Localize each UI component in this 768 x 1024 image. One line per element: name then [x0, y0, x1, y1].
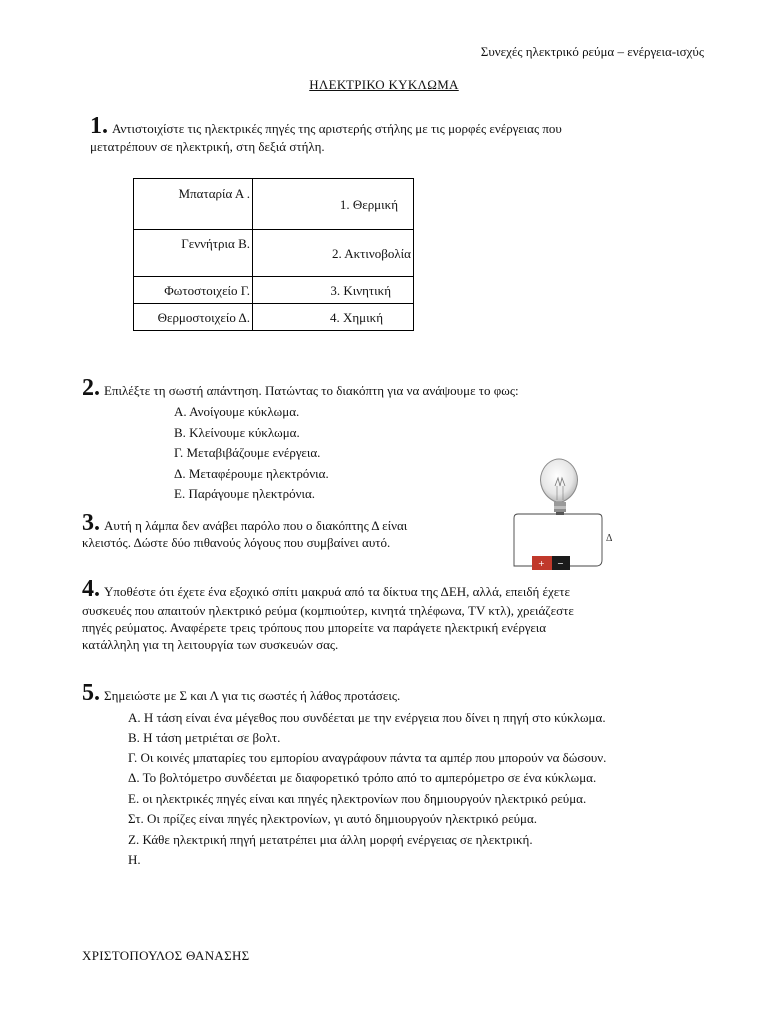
author-name: ΧΡΙΣΤΟΠΟΥΛΟΣ ΘΑΝΑΣΗΣ: [82, 948, 250, 963]
question-text: Αυτή η λάμπα δεν ανάβει παρόλο που ο διακόπτης Δ είναι: [104, 518, 408, 533]
light-bulb-icon: [541, 459, 578, 515]
table-cell-energy: 3. Κινητική: [253, 277, 414, 304]
option-d: Δ. Μεταφέρουμε ηλεκτρόνια.: [174, 466, 329, 481]
question-5: [82, 681, 400, 705]
page-title: ΗΛΕΚΤΡΙΚΟ ΚΥΚΛΩΜΑ: [309, 77, 459, 92]
question-2: [82, 376, 519, 400]
table-cell-source: Φωτοστοιχείο Γ.: [134, 277, 253, 304]
table-cell-source: Θερμοστοιχείο Δ.: [134, 304, 253, 331]
question-text: Επιλέξτε τη σωστή απάντηση. Πατώντας το διακόπτη για να ανάψουμε το φως:: [104, 383, 519, 398]
statement-h: Η.: [128, 852, 141, 867]
question-1: [90, 114, 562, 138]
circuit-figure: [508, 456, 620, 576]
question-4-line3: πηγές ρεύματος. Αναφέρετε τρεις τρόπους που μπορείτε να παράγετε ηλεκτρική ενέργεια: [82, 620, 547, 635]
question-number: 5.: [82, 680, 100, 706]
statement-c: Γ. Οι κοινές μπαταρίες του εμπορίου αναγράφουν πάντα τα αμπέρ που μπορούν να δώσουν.: [128, 750, 607, 765]
statement-d: Δ. Το βολτόμετρο συνδέεται με διαφορετικό τρόπο από το αμπερόμετρο σε ένα κύκλωμα.: [128, 770, 597, 785]
option-c: Γ. Μεταβιβάζουμε ενέργεια.: [174, 445, 321, 460]
battery-minus: −: [557, 559, 564, 568]
question-1-line2: μετατρέπουν σε ηλεκτρική, στη δεξιά στήλη.: [90, 139, 325, 154]
switch-icon: [602, 526, 613, 544]
option-a: Α. Ανοίγουμε κύκλωμα.: [174, 404, 300, 419]
question-4-line2: συσκευές που απαιτούν ηλεκτρικό ρεύμα (κομπιούτερ, κινητά τηλέφωνα, TV κτλ), χρειάζεστε: [82, 603, 574, 618]
table-row: [134, 304, 414, 331]
question-text: Υποθέστε ότι έχετε ένα εξοχικό σπίτι μακρυά από τα δίκτυα της ΔΕΗ, αλλά, επειδή έχετε: [104, 584, 570, 599]
battery-icon: [532, 556, 570, 570]
table-row: [134, 179, 414, 230]
question-4: [82, 577, 570, 601]
question-4-line4: κατάλληλη για τη λειτουργία των συσκευών σας.: [82, 637, 339, 652]
battery-plus: +: [538, 559, 545, 568]
statement-e: Ε. οι ηλεκτρικές πηγές είναι και πηγές ηλεκτρονίων που δημιουργούν ηλεκτρικό ρεύμα.: [128, 791, 587, 806]
table-cell-energy: 1. Θερμική: [253, 179, 414, 230]
question-3: [82, 511, 407, 535]
question-text: Σημειώστε με Σ και Λ για τις σωστές ή λάθος προτάσεις.: [104, 688, 401, 703]
table-row: [134, 230, 414, 277]
switch-label: Δ: [606, 533, 613, 544]
table-cell-source: Μπαταρία Α .: [134, 179, 253, 230]
table-cell-energy: 4. Χημική: [253, 304, 414, 331]
option-b: Β. Κλείνουμε κύκλωμα.: [174, 425, 300, 440]
statement-a: Α. Η τάση είναι ένα μέγεθος που συνδέεται με την ενέργεια που δίνει η πηγή στο κύκλωμα.: [128, 710, 606, 725]
page-topic: Συνεχές ηλεκτρικό ρεύμα – ενέργεια-ισχύς: [480, 44, 704, 59]
statement-st: Στ. Οι πρίζες είναι πηγές ηλεκτρονίων, γι αυτό δημιουργούν ηλεκτρικό ρεύμα.: [128, 811, 538, 826]
question-3-line2: κλειστός. Δώστε δύο πιθανούς λόγους που συμβαίνει αυτό.: [82, 535, 391, 550]
table-cell-source: Γεννήτρια Β.: [134, 230, 253, 277]
question-number: 3.: [82, 510, 100, 536]
question-text: Αντιστοιχίστε τις ηλεκτρικές πηγές της αριστερής στήλης με τις μορφές ενέργειας που: [112, 121, 562, 136]
option-e: Ε. Παράγουμε ηλεκτρόνια.: [174, 486, 316, 501]
question-number: 4.: [82, 576, 100, 602]
question-number: 2.: [82, 375, 100, 401]
question-number: 1.: [90, 113, 108, 139]
table-cell-energy: 2. Ακτινοβολία: [253, 230, 414, 277]
statement-z: Ζ. Κάθε ηλεκτρική πηγή μετατρέπει μια άλλη μορφή ενέργειας σε ηλεκτρική.: [128, 832, 533, 847]
statement-b: Β. Η τάση μετριέται σε βολτ.: [128, 730, 281, 745]
matching-table: [133, 178, 414, 331]
table-row: [134, 277, 414, 304]
